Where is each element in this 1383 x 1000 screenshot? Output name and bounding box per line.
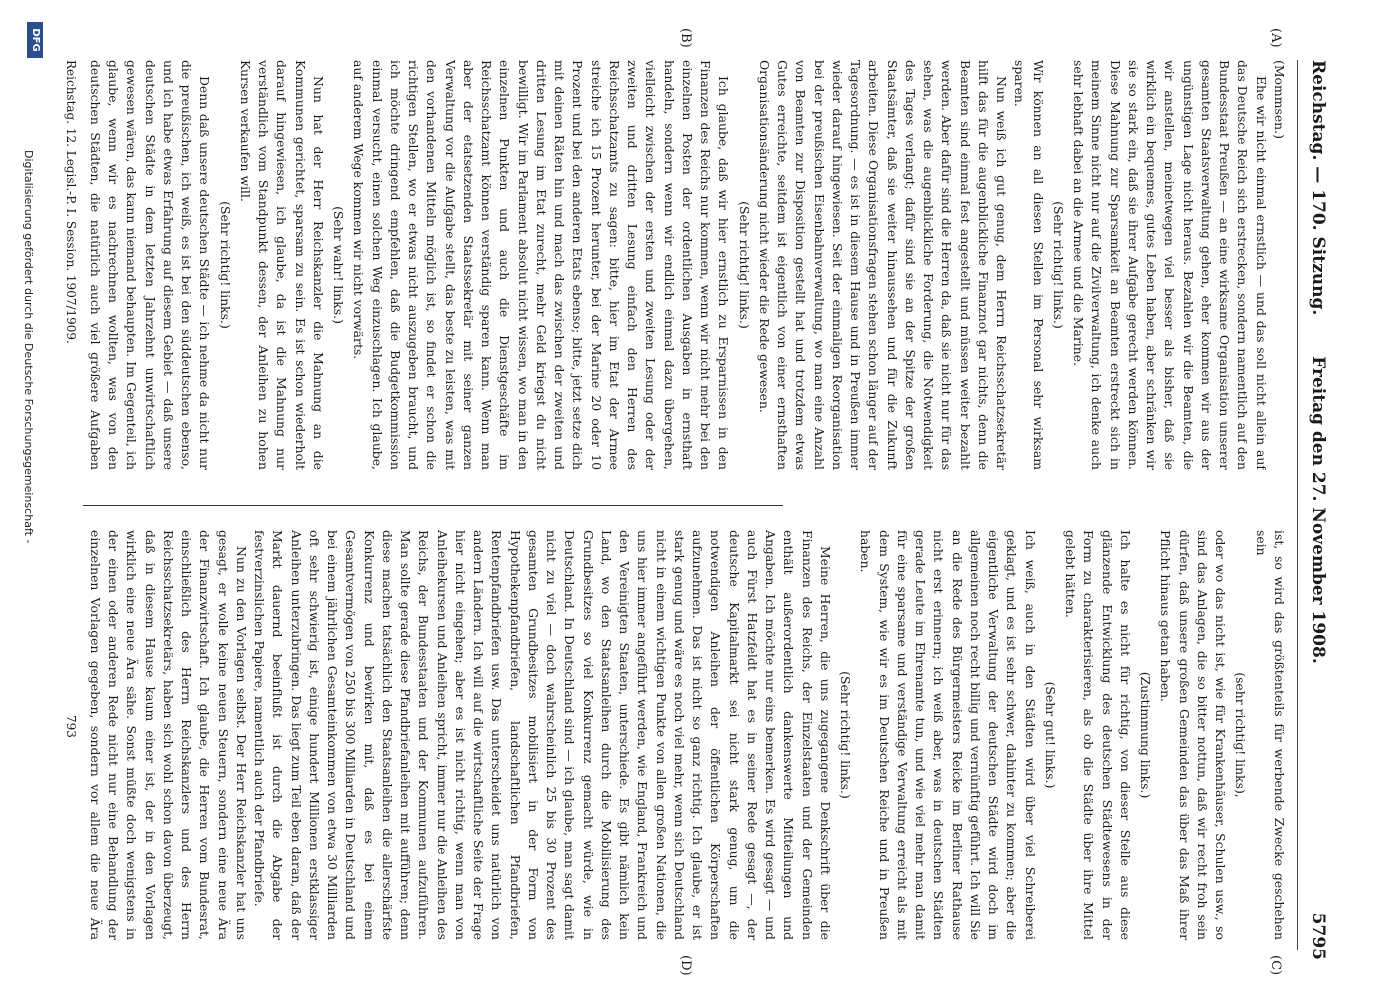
- paragraph: ist, so wird das größtenteils für werbende Zwecke geschehen sein: [1253, 530, 1287, 940]
- paragraph: Ich weiß, auch in den Städten wird über viel Schreiberei geklagt, und es ist sehr schwer, dahinter zu kommen; aber die eigentliche Verwaltung der deutschen Städte wird doch im allgemeinen noch recht billig und vernünftig geführt. Ich will Sie an die Rede des Bürgermeisters Reicke im Berliner Rathause nicht erst erinnern; ich weiß aber, was in deutschen Städten gerade Leute im Ehrenamte tun, und wie viel mehr man damit für eine sparsame und verständige Verwaltung erreicht als mit dem System, wie wir es im Deutschen Reiche und in Preußen haben.: [858, 530, 1038, 940]
- paragraph: Denn daß unsere deutschen Städte — ich nehme da nicht nur die preußischen, ich weiß, es ist bei den süddeutschen ebenso, und ich habe etwas Erfahrung auf diesem Gebiet — daß unsere deutschen Städte in dem letzten Jahrzehnt unwirtschaftlich gewesen wären, das kann niemand behaupten. Im Gegenteil, ich glaube, wenn wir es nachrechnen wollten, was von den deutschen Städten, die natürlich auch viel größere Aufgaben: [88, 60, 213, 470]
- header-left: Reichstag. — 170. Sitzung.: [1308, 60, 1328, 316]
- right-column: [83, 530, 1288, 940]
- interjection: (Zustimmung links.): [1138, 671, 1154, 799]
- margin-marker-c: (C): [1268, 955, 1283, 976]
- interjection: (Sehr richtig! links.): [736, 201, 752, 329]
- paragraph: Nun weiß ich gut genug, dem Herrn Reichsschatzsekretär hilft das für die augenblickliche Finanznot gar nichts, denn die Beamten sind einmal fest angestellt und müssen weiter bezahlt werden. Aber dafür sind die Herren da, daß sie nicht nur für das sehen, was die augenblickliche Forderung, die Notwendigkeit des Tages verlangt; dafür sind sie an der Spitze der großen Staatsämter, daß sie weiter hinaussehen und für die Zukunft arbeiten. Diese Organisationsfragen stehen schon länger auf der Tagesordnung. — es ist in diesem Hause und in Preußen immer wieder darauf hingewiesen. Seit der einmaligen Reorganisation bei der preußischen Eisenbahnverwaltung, wo man eine Anzahl von Beamten zur Disposition gestellt hat und trotzdem etwas Gutes erreichte, seitdem ist eigentlich von einer ernsthaften Organisationsänderung nicht wieder die Rede gewesen.: [757, 60, 1010, 470]
- margin-marker-b: (B): [678, 28, 693, 48]
- interjection: (Sehr wahr! links.): [331, 206, 347, 324]
- margin-marker-d: (D): [678, 955, 693, 976]
- footer-page-number: 793: [64, 715, 78, 738]
- interjection: (Sehr richtig! links.): [838, 671, 854, 799]
- interjection: (sehr richtig! links),: [1233, 672, 1249, 798]
- interjection: (Sehr richtig! links.): [1051, 201, 1066, 329]
- paragraph: Meine Herren, die uns zugegangene Denkschrift über die Finanzen des Reichs, der Einzelstaaten und der Gemeinden enthält außerordentlich dankenswerte Mitteilungen und Angaben. Ich möchte nur eins bemerken. Es wird gesagt — und auch Fürst Hatzfeldt hat es in seiner Rede gesagt —, der deutsche Kapitalmarkt sei nicht stark genug, um die notwendigen Anleihen der öffentlichen Körperschaften aufzunehmen. Das ist nicht so ganz richtig. Ich glaube, er ist stark genug und wäre es noch viel mehr, wenn sich Deutschland nicht in einem wichtigen Punkte von allen großen Nationen, die uns hier immer angeführt werden, wie England, Frankreich und den Vereinigten Staaten, unterschiede. Es gibt nämlich kein Land, wo den Staatsanleihen durch die Mobilisierung des Grundbesitzes so viel Konkurrenz gemacht würde, wie in Deutschland. In Deutschland sind — ich glaube, man sagt damit nicht zu viel — doch wahrscheinlich 25 bis 30 Prozent des gesamten Grundbesitzes mobilisiert in der Form von Hypothekenpfandbriefen, landschaftlichen Pfandbriefen, Rentenpfandbriefen usw. Das unterscheidet uns natürlich von andern Ländern. Ich will auf die wirtschaftliche Seite der Frage hier nicht eingehen; aber es ist nicht richtig, wenn man von Anleihekursen und Anleihen spricht, immer nur die Anleihen des Reichs, der Bundesstaaten und der Kommunen aufzuführen. Man sollte gerade diese Pfandbriefanleihen mit aufführen; denn diese machen tatsächlich den Staatsanleihen die allerschärfste Konkurrenz und bewirken mit, daß es bei einem Gesamtvermögen von 250 bis 300 Milliarden in Deutschland und bei einem jährlichen Gesamteinkommen von etwa 30 Milliarden oft sehr schwierig ist, einige hundert Millionen erstklassiger Anleihen unterzubringen. Das liegt zum Teil eben daran, daß der Markt dauernd beeinflußt ist durch die Abgabe der festverzinslichen Papiere, namentlich auch der Pfandbriefe.: [252, 530, 833, 940]
- paragraph: Ich halte es nicht für richtig, von dieser Stelle aus diese glänzende Entwicklung des deutschen Städtewesens in der Form zu charakterisieren, als ob die Städte über ihre Mittel gelebt hätten.: [1063, 530, 1133, 940]
- paragraph: (Mommsen.): [1272, 60, 1287, 139]
- paragraph: Wir können an all diesen Stellen im Personal sehr wirksam sparen.: [1012, 60, 1046, 470]
- footer-session: Reichstag. 12. Legisl.-P. I. Session. 1907/1909.: [64, 60, 78, 344]
- paragraph: Ich glaube, daß wir hier ernstlich zu Ersparnissen in den Finanzen des Reichs nur kommen, wenn wir nicht mehr bei den einzelnen Posten der ordentlichen Ausgaben in ernsthaft handeln, sondern wenn wir endlich einmal dazu übergehen, vielleicht zwischen der ersten und zweiten Lesung oder der zweiten und dritten Lesung einfach den Herren des Reichsschatzamts zu sagen: bitte, hier im Etat der Armee streiche ich 15 Prozent herunter, bei der Marine 20 oder 10 Prozent und bei den anderen Etats ebenso; bitte, jetzt setze dich mit deinen Räten hin und mach das zwischen der zweiten und dritten Lesung im Etat zurecht, mehr Geld kriegst du nicht bewilligt. Wir im Parlament absolut nicht wissen, wo man in den einzelnen Punkten und auch die Dienstgeschäfte im Reichsschatzamt können verständig sparen kann. Wenn man aber der etatsetzenden Staatssekretär mit seiner ganzen Verwaltung vor die Aufgabe stellt, das beste zu leisten, was mit den vorhandenen Mitteln möglich ist, so findet er schon die richtigen Stellen, wo er etwas nicht auszugeben braucht, und ich möchte dringend empfehlen, daß die Budgetkommission einmal versucht, einen solchen Weg einzuschlagen. Ich glaube, auf anderem Wege kommen wir nicht vorwärts.: [351, 60, 732, 470]
- digitization-note: Digitalisierung gefördert durch die Deutsche Forschungsgemeinschaft -: [22, 150, 35, 544]
- margin-marker-a: (A): [1268, 28, 1283, 48]
- paragraph: oder wo das nicht ist, wie für Krankenhäuser, Schulen usw., so sind das Anlagen, die so bitter nottun, daß wir recht froh sein dürfen, daß unsere großen Gemeinden das über das Maß ihrer Pflicht hinaus getan haben.: [1158, 530, 1229, 940]
- column-divider: [83, 505, 783, 506]
- header-date: Freitag den 27. November 1908.: [1308, 356, 1328, 664]
- paragraph: Nun hat der Herr Reichskanzler die Mahnung an die Kommunen gerichtet, sparsam zu sein. Es ist schon wiederholt darauf hingewiesen, ich glaube, da ist die Mahnung nur verständlich vom Standpunkt dessen, der Anleihen zu hohen Kursen verkaufen will.: [238, 60, 326, 470]
- paragraph: Nun zu den Vorlagen selbst. Der Herr Reichskanzler hat uns gesagt, er wolle keine neuen Steuern, sondern eine neue Ära der Finanzwirtschaft. Ich glaube, die Herren vom Bundesrat, einschließlich des Herrn Reichskanzlers und des Herrn Reichsschatzsekretärs, haben sich wohl schon davon überzeugt, daß in diesem Hause kaum einer ist, der in den Vorlagen wirklich eine neue Ära sähe. Sonst müßte doch wenigstens in der einen oder anderen Rede nicht nur eine Behandlung der einzelnen Vorlagen gegeben, sondern vor allem die neue Ära: [88, 530, 249, 940]
- page-header: [1298, 60, 1328, 960]
- header-rule: [1297, 60, 1298, 950]
- dfg-logo: DFG: [27, 22, 43, 58]
- interjection: (Sehr richtig! links.): [217, 201, 233, 329]
- paragraph: Ehe wir nicht einmal ernstlich — und das soll nicht allein auf das Deutsche Reich sich erstrecken, sondern namentlich auf den Bundesstaat Preußen — an eine wirksame Organisation unserer gesamten Staatsverwaltung gehen, eher kommen wir aus der ungünstigen Lage nicht heraus. Bezahlen wir die Beamten, die wir anstellen, meinetwegen viel besser als bisher, daß sie wirklich ein bequemes, gutes Leben haben, aber schränken wir sie so stark ein, daß sie ihrer Aufgabe gerecht werden können. Diese Mahnung zur Sparsamkeit an Beamten erstreckt sich in meinem Sinne nicht nur auf die Zivilverwaltung, ich denke auch sehr lebhaft dabei an die Armee und die Marine.: [1071, 60, 1269, 470]
- left-column: [83, 60, 1288, 470]
- header-page-number: 5795: [1308, 912, 1328, 960]
- interjection: (Sehr gut! links.): [1043, 681, 1058, 789]
